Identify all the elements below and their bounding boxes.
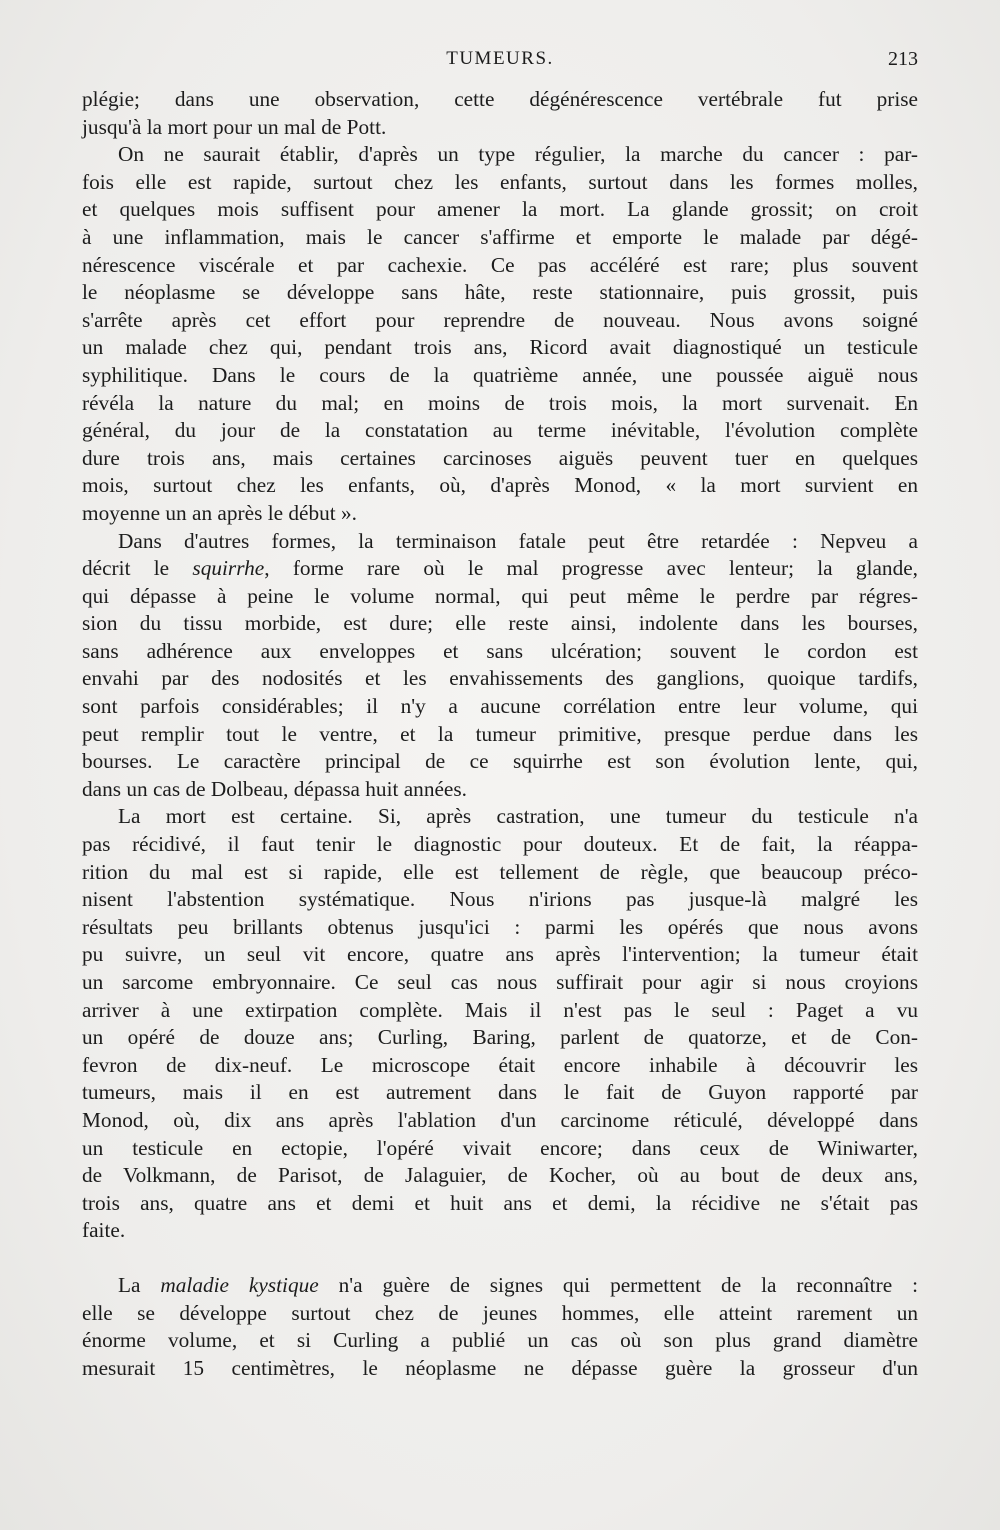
running-head: TUMEURS. — [446, 48, 554, 69]
paragraph — [82, 528, 918, 804]
body-text — [82, 86, 918, 1382]
text-line: pu suivre, un seul vit encore, quatre ans après l'intervention; la tumeur était — [82, 942, 918, 967]
text-line: faite. — [82, 1218, 126, 1243]
text-line — [82, 1272, 918, 1300]
text-line: s'arrête après cet effort pour reprendre de nouveau. Nous avons soigné — [82, 307, 918, 332]
text-line: rition du mal est si rapide, elle est tellement de règle, que beaucoup préco- — [82, 859, 918, 884]
text-line: La mort est certaine. Si, après castration, une tumeur du testicule n'a — [118, 804, 918, 829]
text-line: On ne saurait établir, d'après un type régulier, la marche du cancer : par- — [118, 142, 918, 167]
text-line: fevron de dix-neuf. Le microscope était encore inhabile à découvrir les — [82, 1052, 918, 1077]
text-line: un testicule en ectopie, l'opéré vivait encore; dans ceux de Winiwarter, — [82, 1135, 918, 1160]
text-line: nisent l'abstention systématique. Nous n'irions pas jusque-là malgré les — [82, 887, 918, 912]
paragraph — [82, 86, 918, 141]
text-line: fois elle est rapide, surtout chez les enfants, surtout dans les formes molles, — [82, 169, 918, 194]
text-line: mesurait 15 centimètres, le néoplasme ne dépasse guère la grosseur d'un — [82, 1355, 918, 1380]
text-line: le néoplasme se développe sans hâte, reste stationnaire, puis grossit, puis — [82, 280, 918, 305]
text-line: plégie; dans une observation, cette dégénérescence vertébrale fut prise — [82, 87, 918, 111]
text-line: dans un cas de Dolbeau, dépassa huit années. — [82, 776, 467, 801]
text-line — [82, 555, 918, 583]
text-line: général, du jour de la constatation au terme inévitable, l'évolution complète — [82, 418, 918, 443]
paragraph — [82, 141, 918, 527]
italic-term: maladie kystique — [160, 1272, 319, 1297]
text-line: dure trois ans, mais certaines carcinoses aiguës peuvent tuer en quelques — [82, 445, 918, 470]
text-line: un sarcome embryonnaire. Ce seul cas nous suffirait pour agir si nous croyions — [82, 970, 918, 994]
page-number: 213 — [888, 48, 918, 70]
text-line: un opéré de douze ans; Curling, Baring, parlent de quatorze, et de Con- — [82, 1025, 918, 1050]
text-line: qui dépasse à peine le volume normal, qui peut même le perdre par régres- — [82, 583, 918, 608]
page-header — [82, 48, 918, 76]
text-line: nérescence viscérale et par cachexie. Ce pas accéléré est rare; plus souvent — [82, 252, 918, 277]
text-line: bourses. Le caractère principal de ce squirrhe est son évolution lente, qui, — [82, 749, 918, 774]
text-line: envahi par des nodosités et les envahissements des ganglions, quoique tardifs, — [82, 666, 918, 691]
text-line: résultats peu brillants obtenus jusqu'ici : parmi les opérés que nous avons — [82, 914, 918, 939]
text-line: moyenne un an après le début ». — [82, 500, 357, 525]
text-line: sans adhérence aux enveloppes et sans ulcération; souvent le cordon est — [82, 638, 918, 663]
paragraph-gap — [82, 1245, 918, 1272]
paragraph — [82, 1272, 918, 1382]
text-line: Dans d'autres formes, la terminaison fatale peut être retardée : Nepveu a — [118, 528, 918, 553]
text-line: révéla la nature du mal; en moins de trois mois, la mort survenait. En — [82, 390, 918, 415]
text-line: pas récidivé, il faut tenir le diagnostic pour douteux. Et de fait, la réappa- — [82, 832, 918, 857]
text-line: sion du tissu morbide, est dure; elle reste ainsi, indolente dans les bourses, — [82, 611, 918, 636]
text-line: arriver à une extirpation complète. Mais il n'est pas le seul : Paget a vu — [82, 997, 918, 1022]
text-line: énorme volume, et si Curling a publié un cas où son plus grand diamètre — [82, 1328, 918, 1353]
text-line: Monod, où, dix ans après l'ablation d'un carcinome réticulé, développé dans — [82, 1107, 918, 1132]
text-run: , forme rare où le mal progresse avec lenteur; la glande, — [264, 556, 919, 581]
text-run: La — [118, 1272, 161, 1297]
text-line: à une inflammation, mais le cancer s'affirme et emporte le malade par dégé- — [82, 224, 918, 249]
text-line: syphilitique. Dans le cours de la quatrième année, une poussée aiguë nous — [82, 362, 918, 387]
text-run: n'a guère de signes qui permettent de la reconnaître : — [318, 1272, 918, 1297]
text-line: elle se développe surtout chez de jeunes hommes, elle atteint rarement un — [82, 1300, 918, 1325]
text-run: décrit le — [82, 556, 193, 581]
text-line: un malade chez qui, pendant trois ans, Ricord avait diagnostiqué un testicule — [82, 335, 918, 360]
text-line: sont parfois considérables; il n'y a aucune corrélation entre leur volume, qui — [82, 694, 918, 719]
text-line: mois, surtout chez les enfants, où, d'après Monod, « la mort survient en — [82, 473, 918, 498]
text-line: trois ans, quatre ans et demi et huit ans et demi, la récidive ne s'était pas — [82, 1190, 918, 1215]
text-line: peut remplir tout le ventre, et la tumeur primitive, presque perdue dans les — [82, 721, 918, 746]
text-line: et quelques mois suffisent pour amener la mort. La glande grossit; on croit — [82, 197, 918, 222]
text-line: de Volkmann, de Parisot, de Jalaguier, de Kocher, où au bout de deux ans, — [82, 1163, 918, 1188]
text-line: jusqu'à la mort pour un mal de Pott. — [82, 114, 387, 139]
text-line: tumeurs, mais il en est autrement dans le fait de Guyon rapporté par — [82, 1080, 918, 1105]
paragraph — [82, 803, 918, 1245]
italic-term: squirrhe — [192, 556, 265, 581]
